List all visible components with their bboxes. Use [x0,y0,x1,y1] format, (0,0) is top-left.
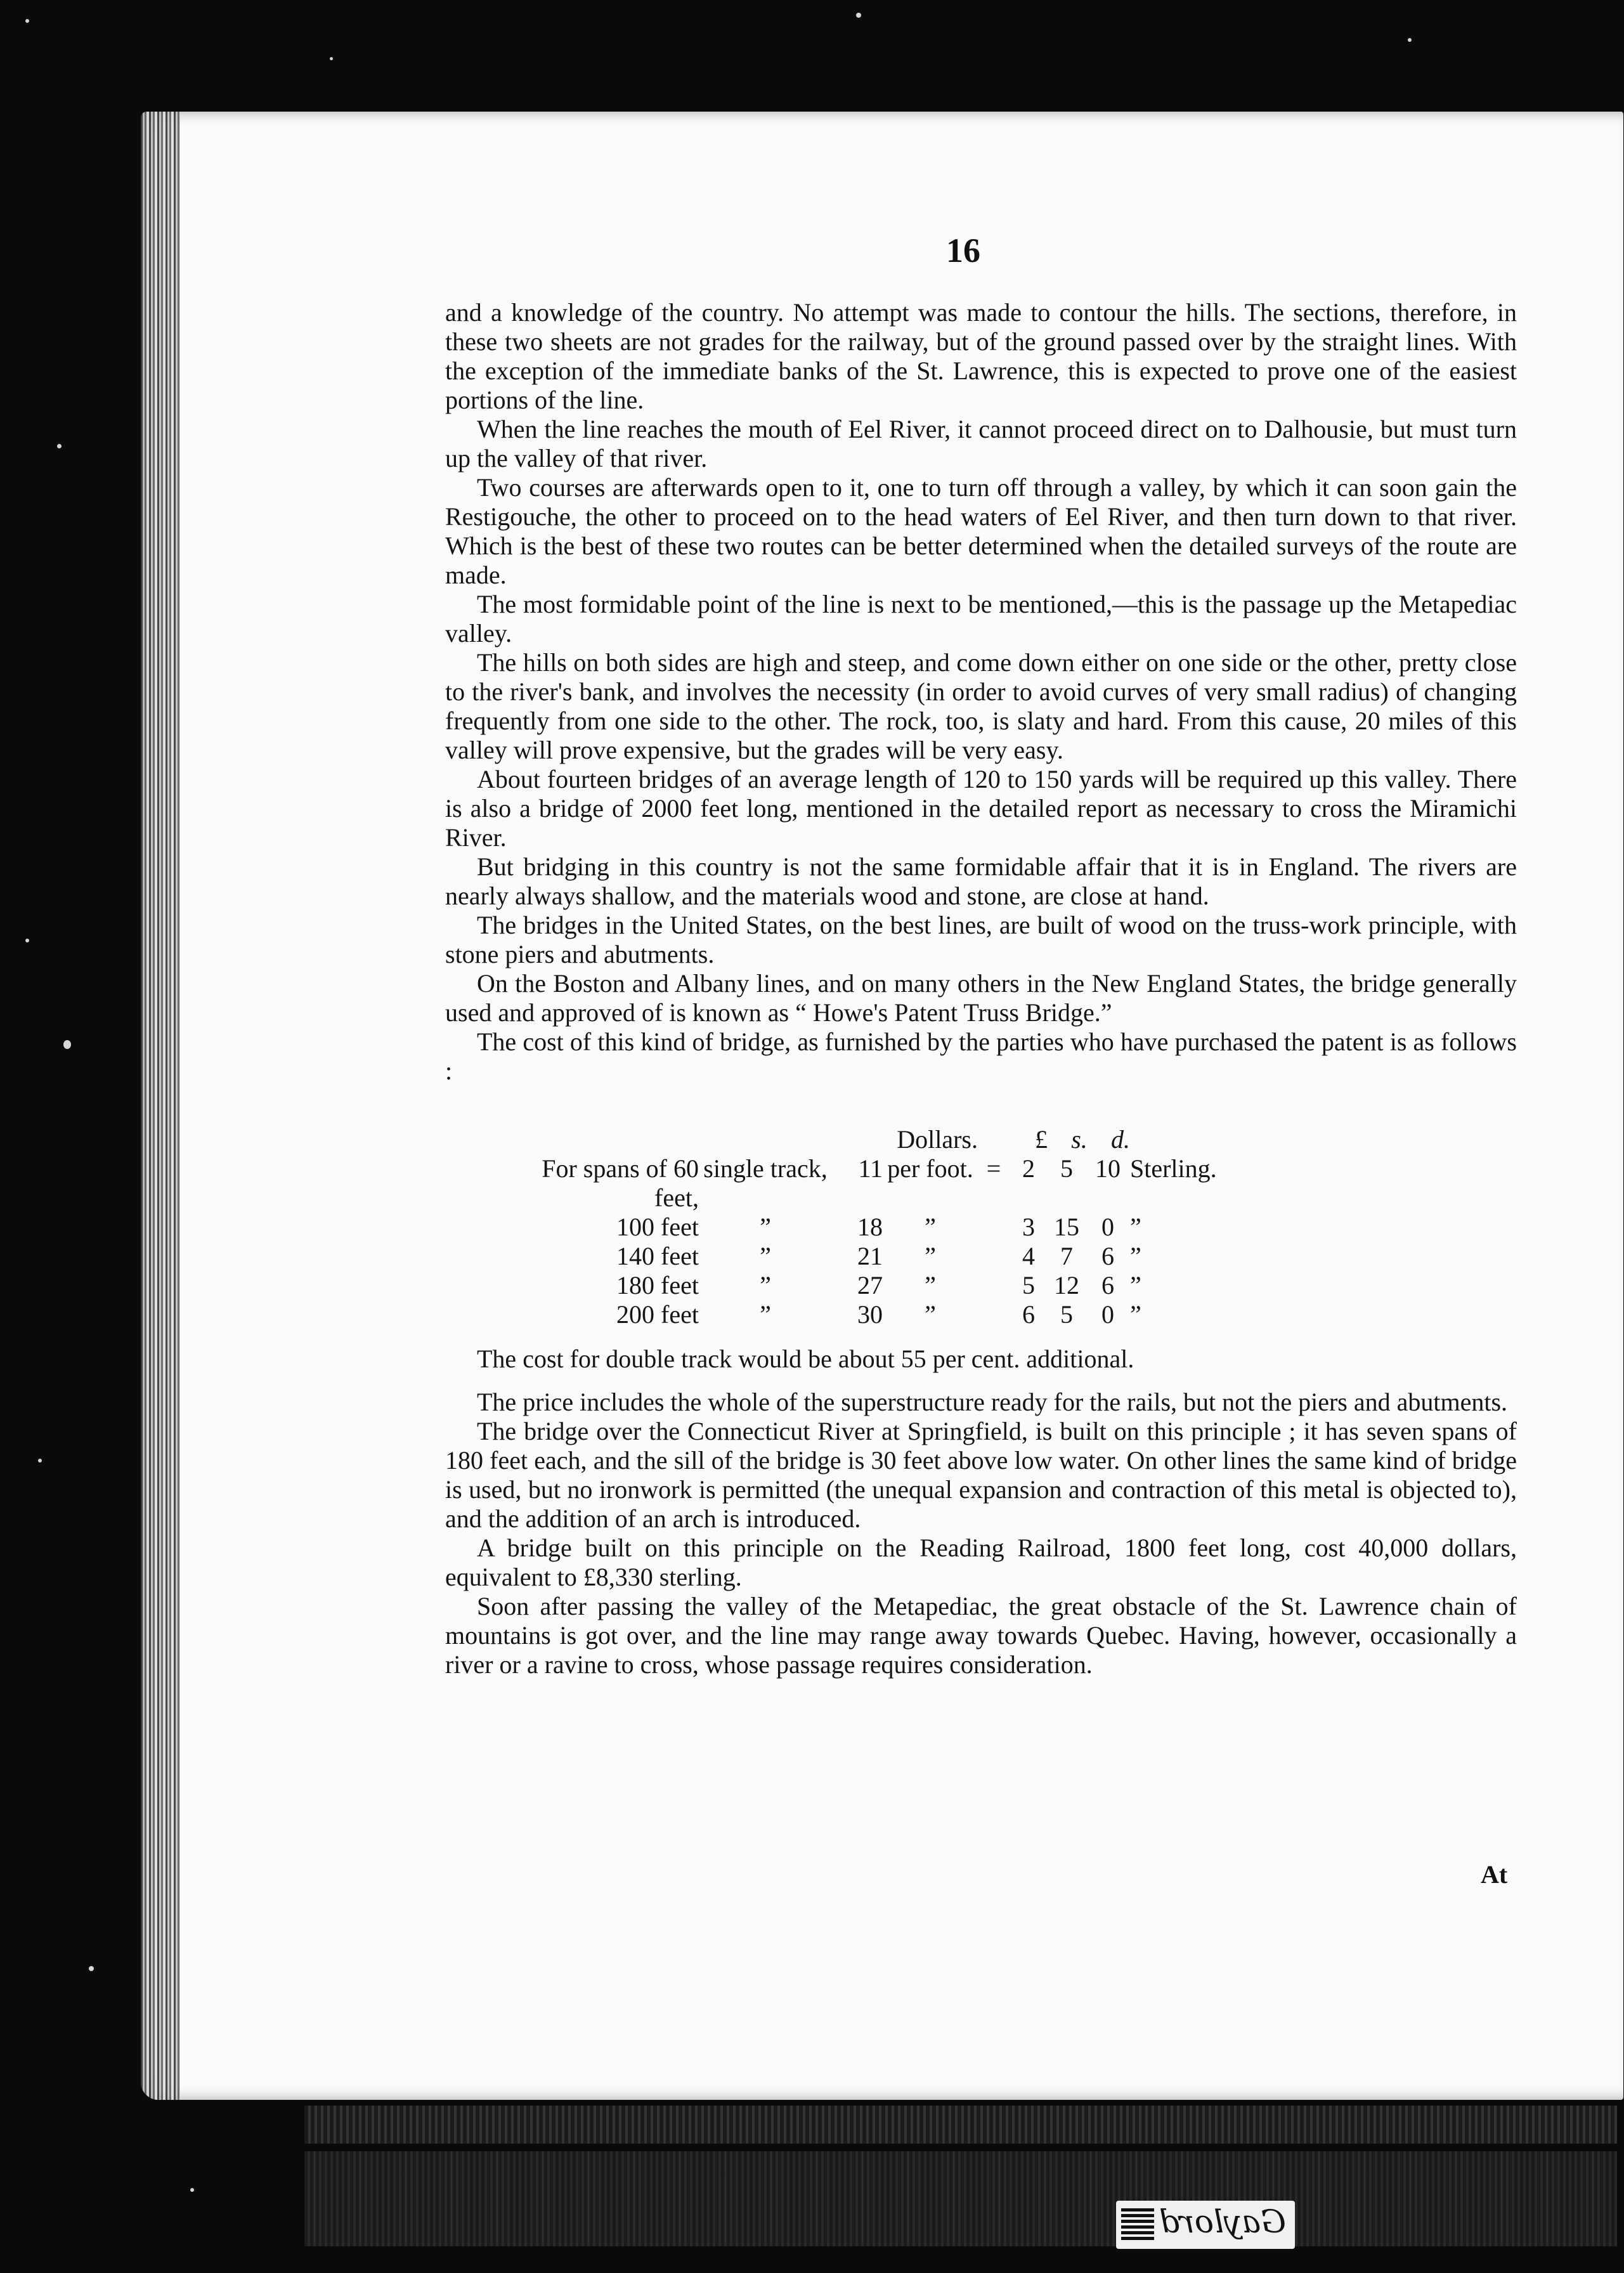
per-cell: ” [925,1271,936,1299]
scan-speck [1408,38,1412,42]
track-cell: ” [760,1213,771,1241]
pence-cell: 0 [1101,1300,1114,1329]
pence-cell: 0 [1101,1213,1114,1241]
shillings-cell: 7 [1060,1242,1073,1270]
note-cell: ” [1130,1213,1141,1241]
paragraph: The bridges in the United States, on the best lines, are built of wood on the truss-work principle, with stone piers and abutments. [445,911,1517,968]
equals-cell [978,1213,1010,1242]
paragraph: The bridge over the Connecticut River at Springfield, is built on this principle ; it has seven spans of 180 feet each, and the sill of the bridge is 30 feet above low water. On other lines the same kind of bridge is used, but no ironwork is permitted (the unequal expansion and contraction of this metal is objected to), and the addition of an arch is introduced. [445,1417,1517,1533]
equals-cell: = [986,1154,1001,1183]
paragraph: and a knowledge of the country. No attempt was made to contour the hills. The sections, therefore, in these two sheets are not grades for the railway, but of the ground passed over by the straight lines. With the exception of the immediate banks of the St. Lawrence, this is expected to prove one of the easiest portions of the line. [445,298,1517,414]
span-cell: 140 feet [616,1242,699,1270]
paragraph: A bridge built on this principle on the Reading Railroad, 1800 feet long, cost 40,000 dollars, equivalent to £8,330 sterling. [445,1534,1517,1591]
pounds-cell: 2 [1022,1154,1035,1183]
note-cell: ” [1130,1271,1141,1299]
paragraph: Two courses are afterwards open to it, one to turn off through a valley, by which it can soon gain the Restigouche, the other to proceed on to the head waters of Eel River, and then turn down to that river. Which is the best of these two routes can be better determined when the detailed surveys of the route are made. [445,473,1517,589]
track-cell: single track, [703,1154,828,1183]
page-binding-edge [141,112,180,2100]
scan-speck [25,19,29,23]
paragraph: The hills on both sides are high and steep, and come down either on one side or the other, pretty close to the river's bank, and involves the necessity (in order to avoid curves of very small radius) of changing frequently from one side to the other. The rock, too, is slaty and hard. From this cause, 20 miles of this valley will prove expensive, but the grades will be very easy. [445,648,1517,764]
scan-speck [330,57,333,60]
logo-lines-icon [1121,2208,1154,2241]
scan-speck [190,2188,194,2192]
track-cell: ” [760,1271,771,1299]
pounds-header: £ [1035,1125,1048,1154]
note-cell: Sterling. [1130,1154,1217,1183]
paragraph: When the line reaches the mouth of Eel River, it cannot proceed direct on to Dalhousie, but must turn up the valley of that river. [445,415,1517,472]
span-cell: 180 feet [616,1271,699,1299]
per-cell: ” [925,1300,936,1329]
paragraph: About fourteen bridges of an average length of 120 to 150 yards will be required up this valley. There is also a bridge of 2000 feet long, mentioned in the detailed report as necessary to cross the Miramichi River. [445,765,1517,852]
table-row [445,1154,1517,1213]
scan-speck [57,444,62,448]
span-cell: For spans of 60 feet, [542,1154,699,1212]
dollars-header: Dollars. [897,1125,978,1154]
binder-logo-text: Gaylord [1159,2203,1286,2240]
shillings-cell: 15 [1054,1213,1079,1241]
scan-speck [856,13,861,18]
per-cell: ” [925,1242,936,1270]
scan-speck [38,1459,42,1462]
paragraph: But bridging in this country is not the same formidable affair that it is in England. The rivers are nearly always shallow, and the materials wood and stone, are close at hand. [445,852,1517,910]
shillings-cell: 5 [1060,1154,1073,1183]
table-row [445,1242,1517,1271]
note-cell: ” [1130,1242,1141,1270]
shillings-cell: 12 [1054,1271,1079,1299]
dollars-cell: 21 [857,1242,883,1270]
note-cell: ” [1130,1300,1141,1329]
paragraph: The cost for double track would be about 55 per cent. additional. [477,1345,1134,1373]
equals-cell [978,1271,1010,1300]
pence-header: d. [1111,1125,1130,1154]
track-cell: ” [760,1300,771,1329]
scan-speck [25,939,29,942]
table-row [445,1213,1517,1242]
shillings-header: s. [1071,1125,1088,1154]
scan-speck [89,1966,94,1971]
span-cell: 100 feet [616,1213,699,1241]
dollars-cell: 30 [857,1300,883,1329]
binding-strip [304,2106,1617,2144]
table-row [445,1271,1517,1300]
span-cell: 200 feet [616,1300,699,1329]
per-cell: per foot. [887,1154,973,1183]
paragraph: The most formidable point of the line is next to be mentioned,—this is the passage up the Metapediac valley. [445,590,1517,648]
equals-cell [978,1300,1010,1329]
dollars-cell: 11 [858,1154,883,1183]
pence-cell: 6 [1101,1242,1114,1270]
table-row [445,1300,1517,1329]
table-header-row [445,1125,1517,1154]
shillings-cell: 5 [1060,1300,1073,1329]
track-cell: ” [760,1242,771,1270]
per-cell: ” [925,1213,936,1241]
paragraph: The cost of this kind of bridge, as furnished by the parties who have purchased the patent is as follows : [445,1027,1517,1085]
pence-cell: 10 [1095,1154,1121,1183]
page-body [445,298,1517,1679]
dollars-cell: 27 [857,1271,883,1299]
paragraph: On the Boston and Albany lines, and on many others in the New England States, the bridge generally used and approved of is known as “ Howe's Patent Truss Bridge.” [445,969,1517,1027]
catchword: At [1481,1860,1508,1889]
dollars-cell: 18 [857,1213,883,1241]
scan-speck [63,1040,71,1049]
pounds-cell: 3 [1022,1213,1035,1241]
paragraph: Soon after passing the valley of the Metapediac, the great obstacle of the St. Lawrence chain of mountains is got over, and the line may range away towards Quebec. Having, however, occasionally a river or a ravine to cross, whose passage requires consideration. [445,1592,1517,1679]
binder-logo [1116,2201,1295,2249]
pounds-cell: 4 [1022,1242,1035,1270]
equals-cell [978,1242,1010,1271]
page-number: 16 [946,231,980,270]
paragraph: The price includes the whole of the superstructure ready for the rails, but not the piers and abutments. [477,1388,1508,1416]
pounds-cell: 6 [1022,1300,1035,1329]
binding-strip [304,2151,1617,2246]
bridge-cost-table [445,1125,1517,1329]
pence-cell: 6 [1101,1271,1114,1299]
pounds-cell: 5 [1022,1271,1035,1299]
